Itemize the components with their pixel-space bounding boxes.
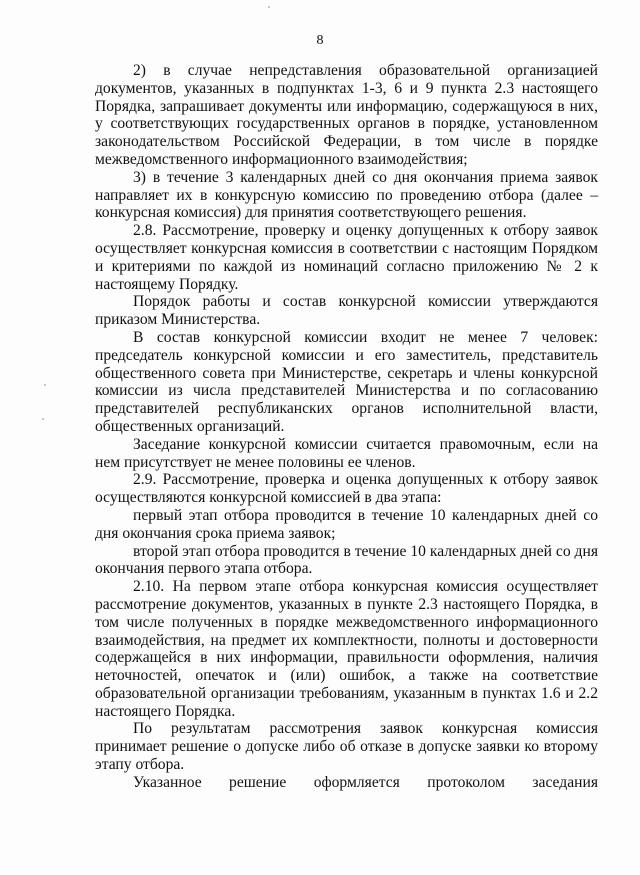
- paragraph-2-10: 2.10. На первом этапе отбора конкурсная комиссия осуществляет рассмотрение документов, указанных в пункте 2.3 настоящего Порядка, в том числе полученных в порядке межведомственного информационного взаимодействия, на предмет их комплектности, полноты и достоверности содержащейся в них информации, правильности оформления, наличия неточностей, опечаток и (или) ошибок, а также на соответствие образовательной организации требованиям, указанным в пунктах 1.6 и 2.2 настоящего Порядка.: [95, 578, 598, 720]
- paragraph-first-stage: первый этап отбора проводится в течение 10 календарных дней со дня окончания срока приема заявок;: [95, 506, 598, 542]
- paragraph-commission-order: Порядок работы и состав конкурсной комиссии утверждаются приказом Министерства.: [95, 293, 598, 329]
- paragraph-decision: Указанное решение оформляется протоколом заседания: [133, 773, 598, 791]
- scan-speck: [268, 6, 270, 8]
- paragraph-2-9: 2.9. Рассмотрение, проверка и оценка допущенных к отбору заявок осуществляются конкурсной комиссией в два этапа:: [95, 471, 598, 507]
- paragraph-item-2: 2) в случае непредставления образовательной организацией документов, указанных в подпунктах 1-3, 6 и 9 пункта 2.3 настоящего Порядка, запрашивает документы или информацию, содержащуюся в них, у соответствующих государственных органов в порядке, установленном законодательством Российской Федерации, в том числе в порядке межведомственного информационного взаимодействия;: [95, 62, 598, 168]
- paragraph-commission-composition: В состав конкурсной комиссии входит не менее 7 человек: председатель конкурсной комиссии и его заместитель, представитель общественного совета при Министерстве, секретарь и члены конкурсной комиссии из числа представителей Министерства и по согласованию представителей республиканских органов исполнительной власти, общественных организаций.: [95, 328, 598, 435]
- paragraph-item-3: 3) в течение 3 календарных дней со дня окончания приема заявок направляет их в конкурсную комиссию по проведению отбора (далее – конкурсная комиссия) для принятия соответствующего решения.: [95, 168, 598, 222]
- page-number: 8: [316, 33, 324, 48]
- scan-speck: [42, 418, 44, 420]
- document-body: [95, 62, 598, 792]
- paragraph-second-stage: второй этап отбора проводится в течение 10 календарных дней со дня окончания первого этапа отбора.: [95, 542, 598, 578]
- paragraph-quorum: Заседание конкурсной комиссии считается правомочным, если на нем присутствует не менее половины ее членов.: [95, 435, 598, 471]
- scan-speck: [44, 384, 46, 386]
- paragraph-results: По результатам рассмотрения заявок конкурсная комиссия принимает решение о допуске либо об отказе в допуске заявки ко второму этапу отбора.: [95, 720, 598, 774]
- paragraph-2-8: 2.8. Рассмотрение, проверку и оценку допущенных к отбору заявок осуществляет конкурсная комиссия в соответствии с настоящим Порядком и критериями по каждой из номинаций согласно приложению № 2 к настоящему Порядку.: [95, 222, 598, 293]
